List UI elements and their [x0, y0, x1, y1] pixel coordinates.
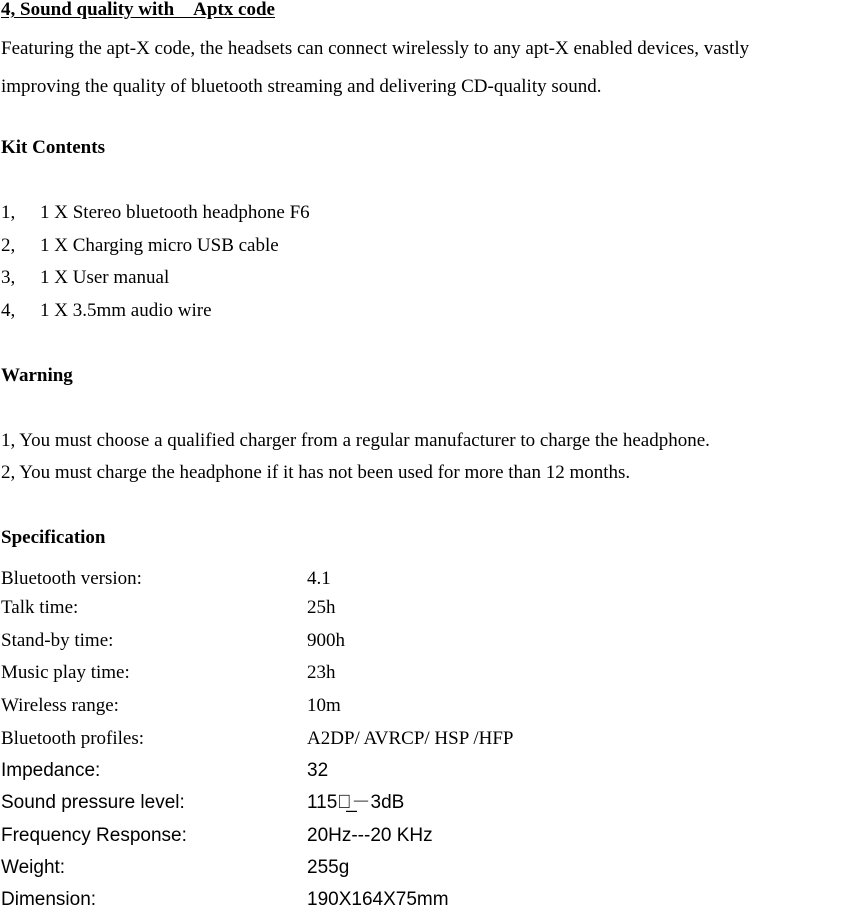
sound-quality-text-line-2: improving the quality of bluetooth streaming and delivering CD-quality sound. — [1, 76, 602, 97]
spec-value-sound-pressure-level: 115＋̲－3dB — [307, 792, 405, 813]
kit-item-number: 3, — [1, 267, 16, 288]
spec-label-talk-time: Talk time: — [1, 597, 79, 618]
spec-value-wireless-range: 10m — [307, 695, 341, 716]
spec-label-weight: Weight: — [1, 857, 66, 878]
spec-label-impedance: Impedance: — [1, 760, 101, 781]
spec-value-weight: 255g — [307, 857, 350, 878]
kit-item-number: 4, — [1, 300, 16, 321]
spec-value-talk-time: 25h — [307, 597, 336, 618]
spec-value-bluetooth-profiles: A2DP/ AVRCP/ HSP /HFP — [307, 728, 514, 749]
spec-value-music-play-time: 23h — [307, 662, 336, 683]
spec-value-bluetooth-version: 4.1 — [307, 568, 331, 589]
spec-label-standby-time: Stand-by time: — [1, 630, 114, 651]
spec-label-wireless-range: Wireless range: — [1, 695, 119, 716]
specification-heading: Specification — [1, 527, 106, 548]
warning-item-2: 2, You must charge the headphone if it has not been used for more than 12 months. — [1, 462, 631, 483]
kit-item-text: 1 X 3.5mm audio wire — [40, 300, 212, 321]
spec-value-impedance: 32 — [307, 760, 329, 781]
kit-contents-heading: Kit Contents — [1, 137, 105, 158]
kit-item-text: 1 X Stereo bluetooth headphone F6 — [40, 202, 310, 223]
kit-item-number: 1, — [1, 202, 16, 223]
warning-item-1: 1, You must choose a qualified charger from a regular manufacturer to charge the headphone. — [1, 430, 710, 451]
kit-item-text: 1 X User manual — [40, 267, 170, 288]
warning-heading: Warning — [1, 365, 73, 386]
kit-item-number: 2, — [1, 235, 16, 256]
spec-value-dimension: 190X164X75mm — [307, 889, 449, 910]
spec-value-standby-time: 900h — [307, 630, 345, 651]
section-title-sound-quality: 4, Sound quality with Aptx code — [1, 0, 275, 20]
spec-label-bluetooth-version: Bluetooth version: — [1, 568, 142, 589]
spec-label-dimension: Dimension: — [1, 889, 97, 910]
spec-label-sound-pressure-level: Sound pressure level: — [1, 792, 185, 813]
spec-label-bluetooth-profiles: Bluetooth profiles: — [1, 728, 145, 749]
kit-item-text: 1 X Charging micro USB cable — [40, 235, 279, 256]
sound-quality-text-line-1: Featuring the apt-X code, the headsets can connect wirelessly to any apt-X enabled devices, vastly — [1, 38, 750, 59]
spec-label-frequency-response: Frequency Response: — [1, 825, 187, 846]
spec-label-music-play-time: Music play time: — [1, 662, 130, 683]
spec-value-frequency-response: 20Hz---20 KHz — [307, 825, 433, 846]
